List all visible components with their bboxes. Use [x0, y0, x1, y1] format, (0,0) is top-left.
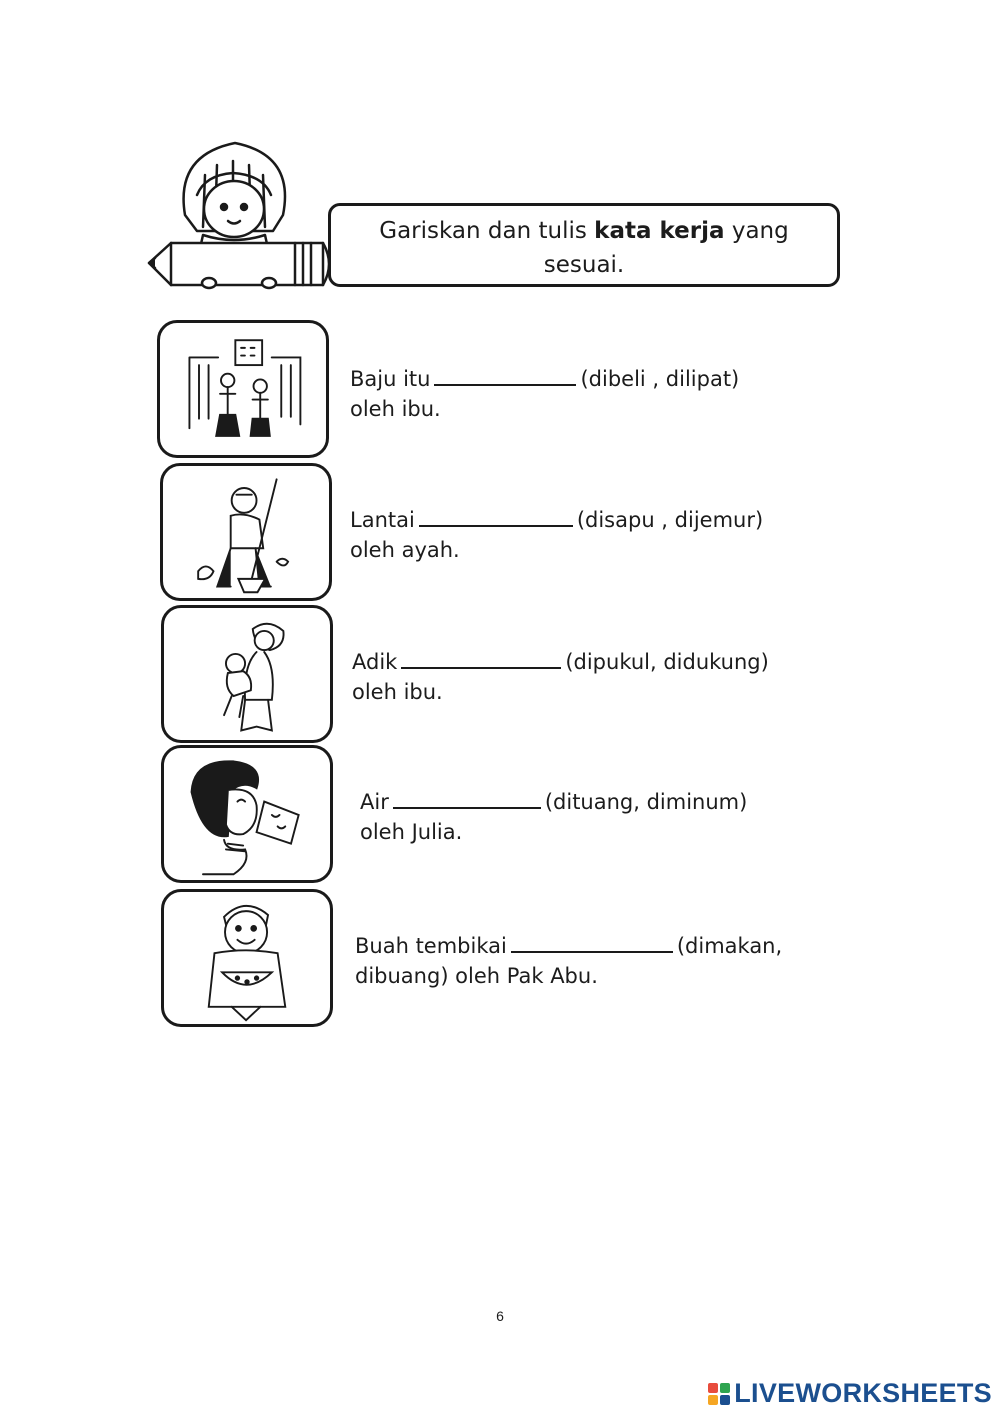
man-sweeping-icon: [160, 463, 332, 601]
mother-carrying-child-icon: [161, 605, 333, 743]
clothing-shop-icon: [157, 320, 329, 458]
instruction-line-2: sesuai.: [543, 252, 625, 278]
answer-blank[interactable]: [434, 366, 576, 386]
answer-blank[interactable]: [419, 507, 573, 527]
choices: (disapu , dijemur): [576, 508, 764, 532]
girl-with-pencil-icon: [145, 135, 345, 300]
boy-eating-watermelon-icon: [161, 889, 333, 1027]
sentence-text-line2: oleh Julia.: [360, 820, 463, 844]
brand-name: LIVEWORKSHEETS: [734, 1378, 992, 1408]
answer-blank[interactable]: [393, 789, 541, 809]
instruction-text: Gariskan dan tulis: [379, 218, 595, 244]
sentence-4: [360, 787, 747, 847]
liveworksheets-brand[interactable]: [708, 1378, 992, 1409]
liveworksheets-logo-icon: [708, 1383, 730, 1405]
instruction-box: [328, 203, 840, 287]
sentence-text-line2: oleh ibu.: [350, 397, 441, 421]
sentence-text-line2: oleh ibu.: [352, 680, 443, 704]
sentence-text: Adik: [352, 650, 398, 674]
sentence-1: [350, 364, 739, 424]
choices: (dituang, diminum): [544, 790, 748, 814]
instruction-text-end: yang: [724, 218, 789, 244]
answer-blank[interactable]: [401, 649, 561, 669]
choices: (dipukul, didukung): [565, 650, 769, 674]
sentence-text: Buah tembikai: [355, 934, 507, 958]
sentence-text: Air: [360, 790, 389, 814]
page-number: 6: [496, 1308, 504, 1324]
sentence-text-line2: oleh ayah.: [350, 538, 460, 562]
instruction-line-1: [331, 214, 837, 248]
girl-drinking-icon: [161, 745, 333, 883]
sentence-text: Baju itu: [350, 367, 431, 391]
instruction-emphasis: kata kerja: [594, 218, 725, 244]
choices: (dibeli , dilipat): [580, 367, 740, 391]
answer-blank[interactable]: [511, 933, 673, 953]
sentence-text-line2: dibuang) oleh Pak Abu.: [355, 964, 598, 988]
choices: (dimakan,: [676, 934, 783, 958]
sentence-text: Lantai: [350, 508, 415, 532]
sentence-2: [350, 505, 763, 565]
sentence-3: [352, 647, 769, 707]
sentence-5: [355, 931, 782, 991]
